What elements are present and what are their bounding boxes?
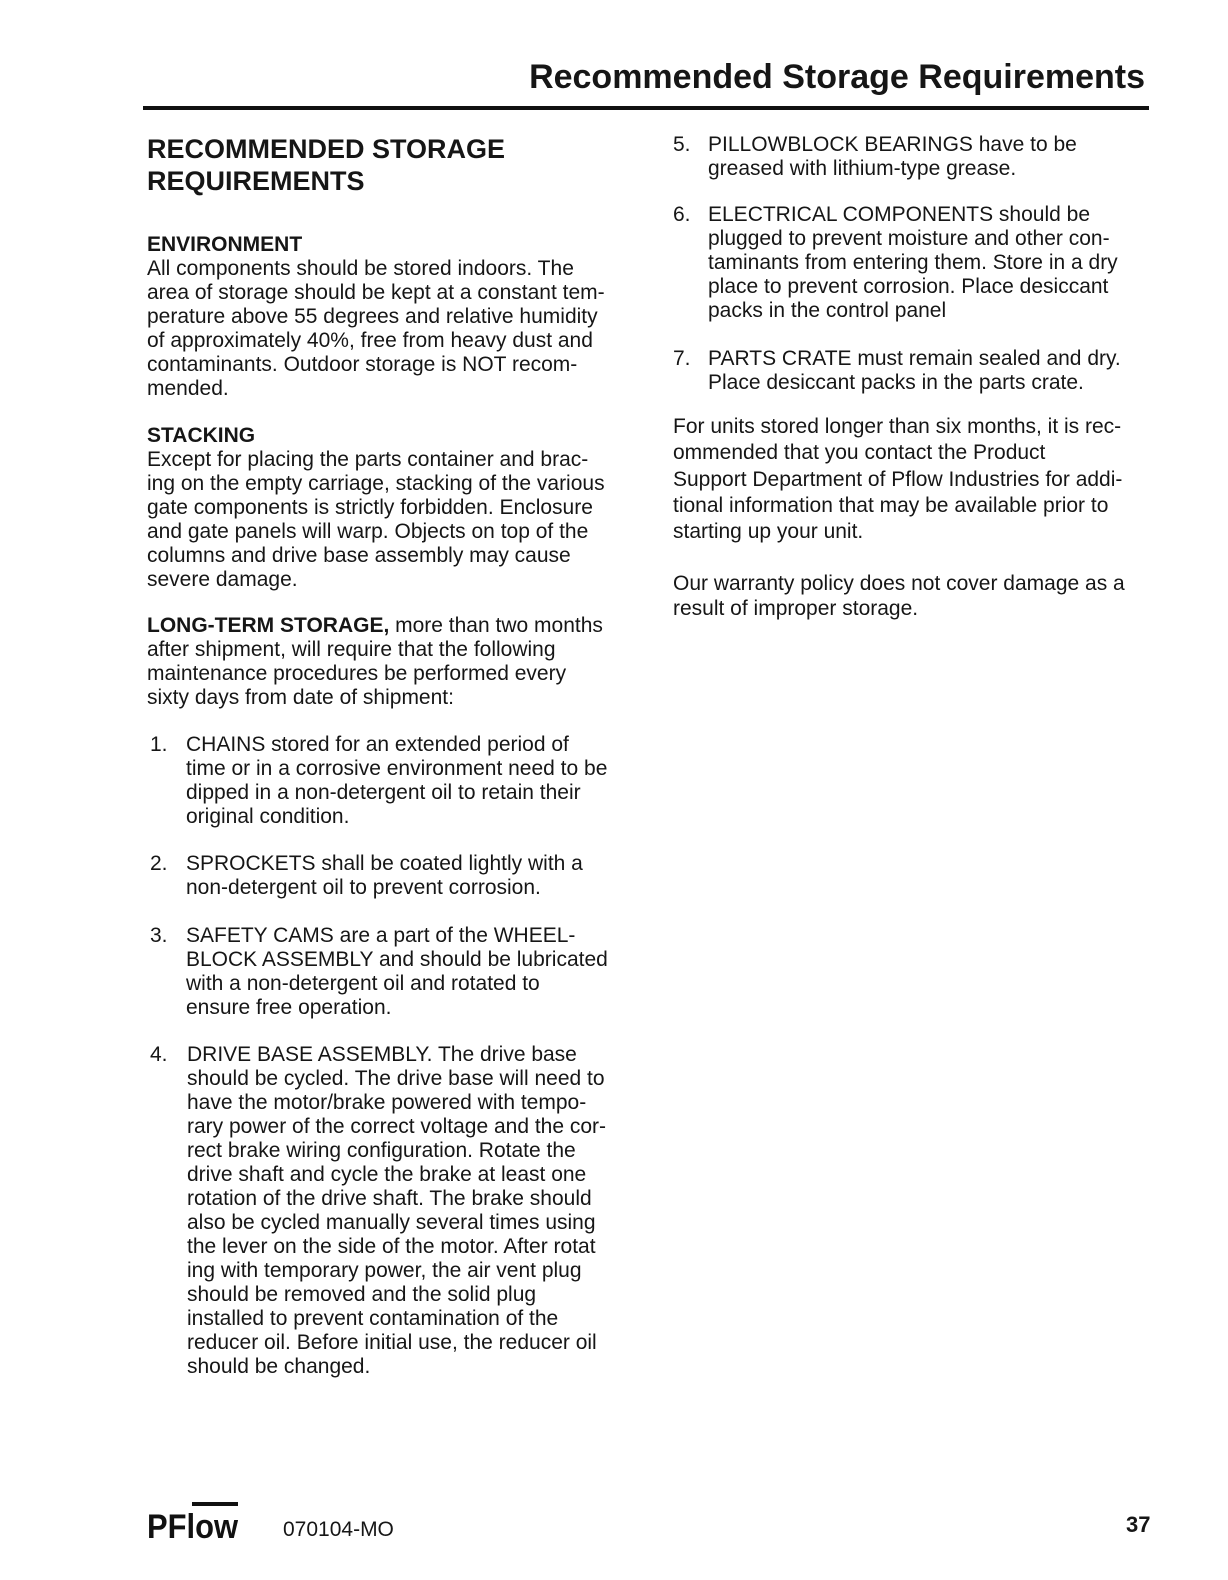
item-number: 7. bbox=[673, 347, 691, 370]
pflow-logo bbox=[147, 1496, 239, 1542]
item-text: PILLOWBLOCK BEARINGS have to be greased with lithium-type grease. bbox=[708, 133, 1077, 180]
svg-text:PFlow: PFlow bbox=[147, 1508, 239, 1542]
environment-heading: ENVIRONMENT bbox=[147, 233, 303, 256]
item-text: SPROCKETS shall be coated lightly with a non-detergent oil to prevent corrosion. bbox=[186, 852, 583, 899]
item-text: SAFETY CAMS are a part of the WHEEL- BLOCK ASSEMBLY and should be lubricated with a non-detergent oil and rotated to ensure free operation. bbox=[186, 924, 608, 1019]
item-number: 4. bbox=[150, 1043, 168, 1066]
header-rule bbox=[143, 106, 1149, 110]
item-number: 6. bbox=[673, 203, 691, 226]
item-number: 3. bbox=[150, 924, 168, 947]
environment-body: All components should be stored indoors. The area of storage should be kept at a constant tem- perature above 55 degrees and relative humidity of approximately 40%, free from heavy dust and contaminants. Outdoor storage is NOT recom- mended. bbox=[147, 257, 605, 400]
page-number: 37 bbox=[1126, 1512, 1151, 1537]
item-number: 5. bbox=[673, 133, 691, 156]
item-text: PARTS CRATE must remain sealed and dry. Place desiccant packs in the parts crate. bbox=[708, 347, 1121, 394]
long-term-paragraph bbox=[147, 614, 637, 710]
page-title: Recommended Storage Requirements bbox=[529, 58, 1145, 96]
item-text: DRIVE BASE ASSEMBLY. The drive base should be cycled. The drive base will need to have the motor/brake powered with tempo- rary power of the correct voltage and the cor- rect brake wiring configuration. Rotate the drive shaft and cycle the brake at least one rotation of the drive shaft. The brake should also be cycled manually several times using the lever on the side of the motor. After rotat ing with temporary power, the air vent plug should be removed and the solid plug installed to prevent contamination of the reducer oil. Before initial use, the reducer oil should be changed. bbox=[187, 1043, 607, 1378]
item-text: CHAINS stored for an extended period of time or in a corrosive environment need to be dipped in a non-detergent oil to retain their original condition. bbox=[186, 733, 608, 828]
long-storage-paragraph: For units stored longer than six months, it is rec- ommended that you contact the Product Support Department of Pflow Industries for addi- tional information that may be available prior to starting up your unit. bbox=[673, 415, 1123, 544]
item-number: 1. bbox=[150, 733, 168, 756]
item-text: ELECTRICAL COMPONENTS should be plugged to prevent moisture and other con- taminants from entering them. Store in a dry place to prevent corrosion. Place desiccant packs in the control panel bbox=[708, 203, 1118, 322]
stacking-heading: STACKING bbox=[147, 424, 256, 447]
long-term-body: more than two months after shipment, will require that the following maintenance procedures be performed every sixty days from date of shipment: bbox=[147, 614, 603, 709]
section-heading: RECOMMENDED STORAGE REQUIREMENTS bbox=[147, 134, 506, 196]
document-code: 070104-MO bbox=[283, 1518, 394, 1541]
item-number: 2. bbox=[150, 852, 168, 875]
stacking-body: Except for placing the parts container and brac- ing on the empty carriage, stacking of the various gate components is strictly forbidden. Enclosure and gate panels will warp. Objects on top of the columns and drive base assembly may cause severe damage. bbox=[147, 448, 605, 591]
long-term-heading: LONG-TERM STORAGE, bbox=[147, 614, 390, 637]
warranty-paragraph: Our warranty policy does not cover damage as a result of improper storage. bbox=[673, 572, 1125, 620]
